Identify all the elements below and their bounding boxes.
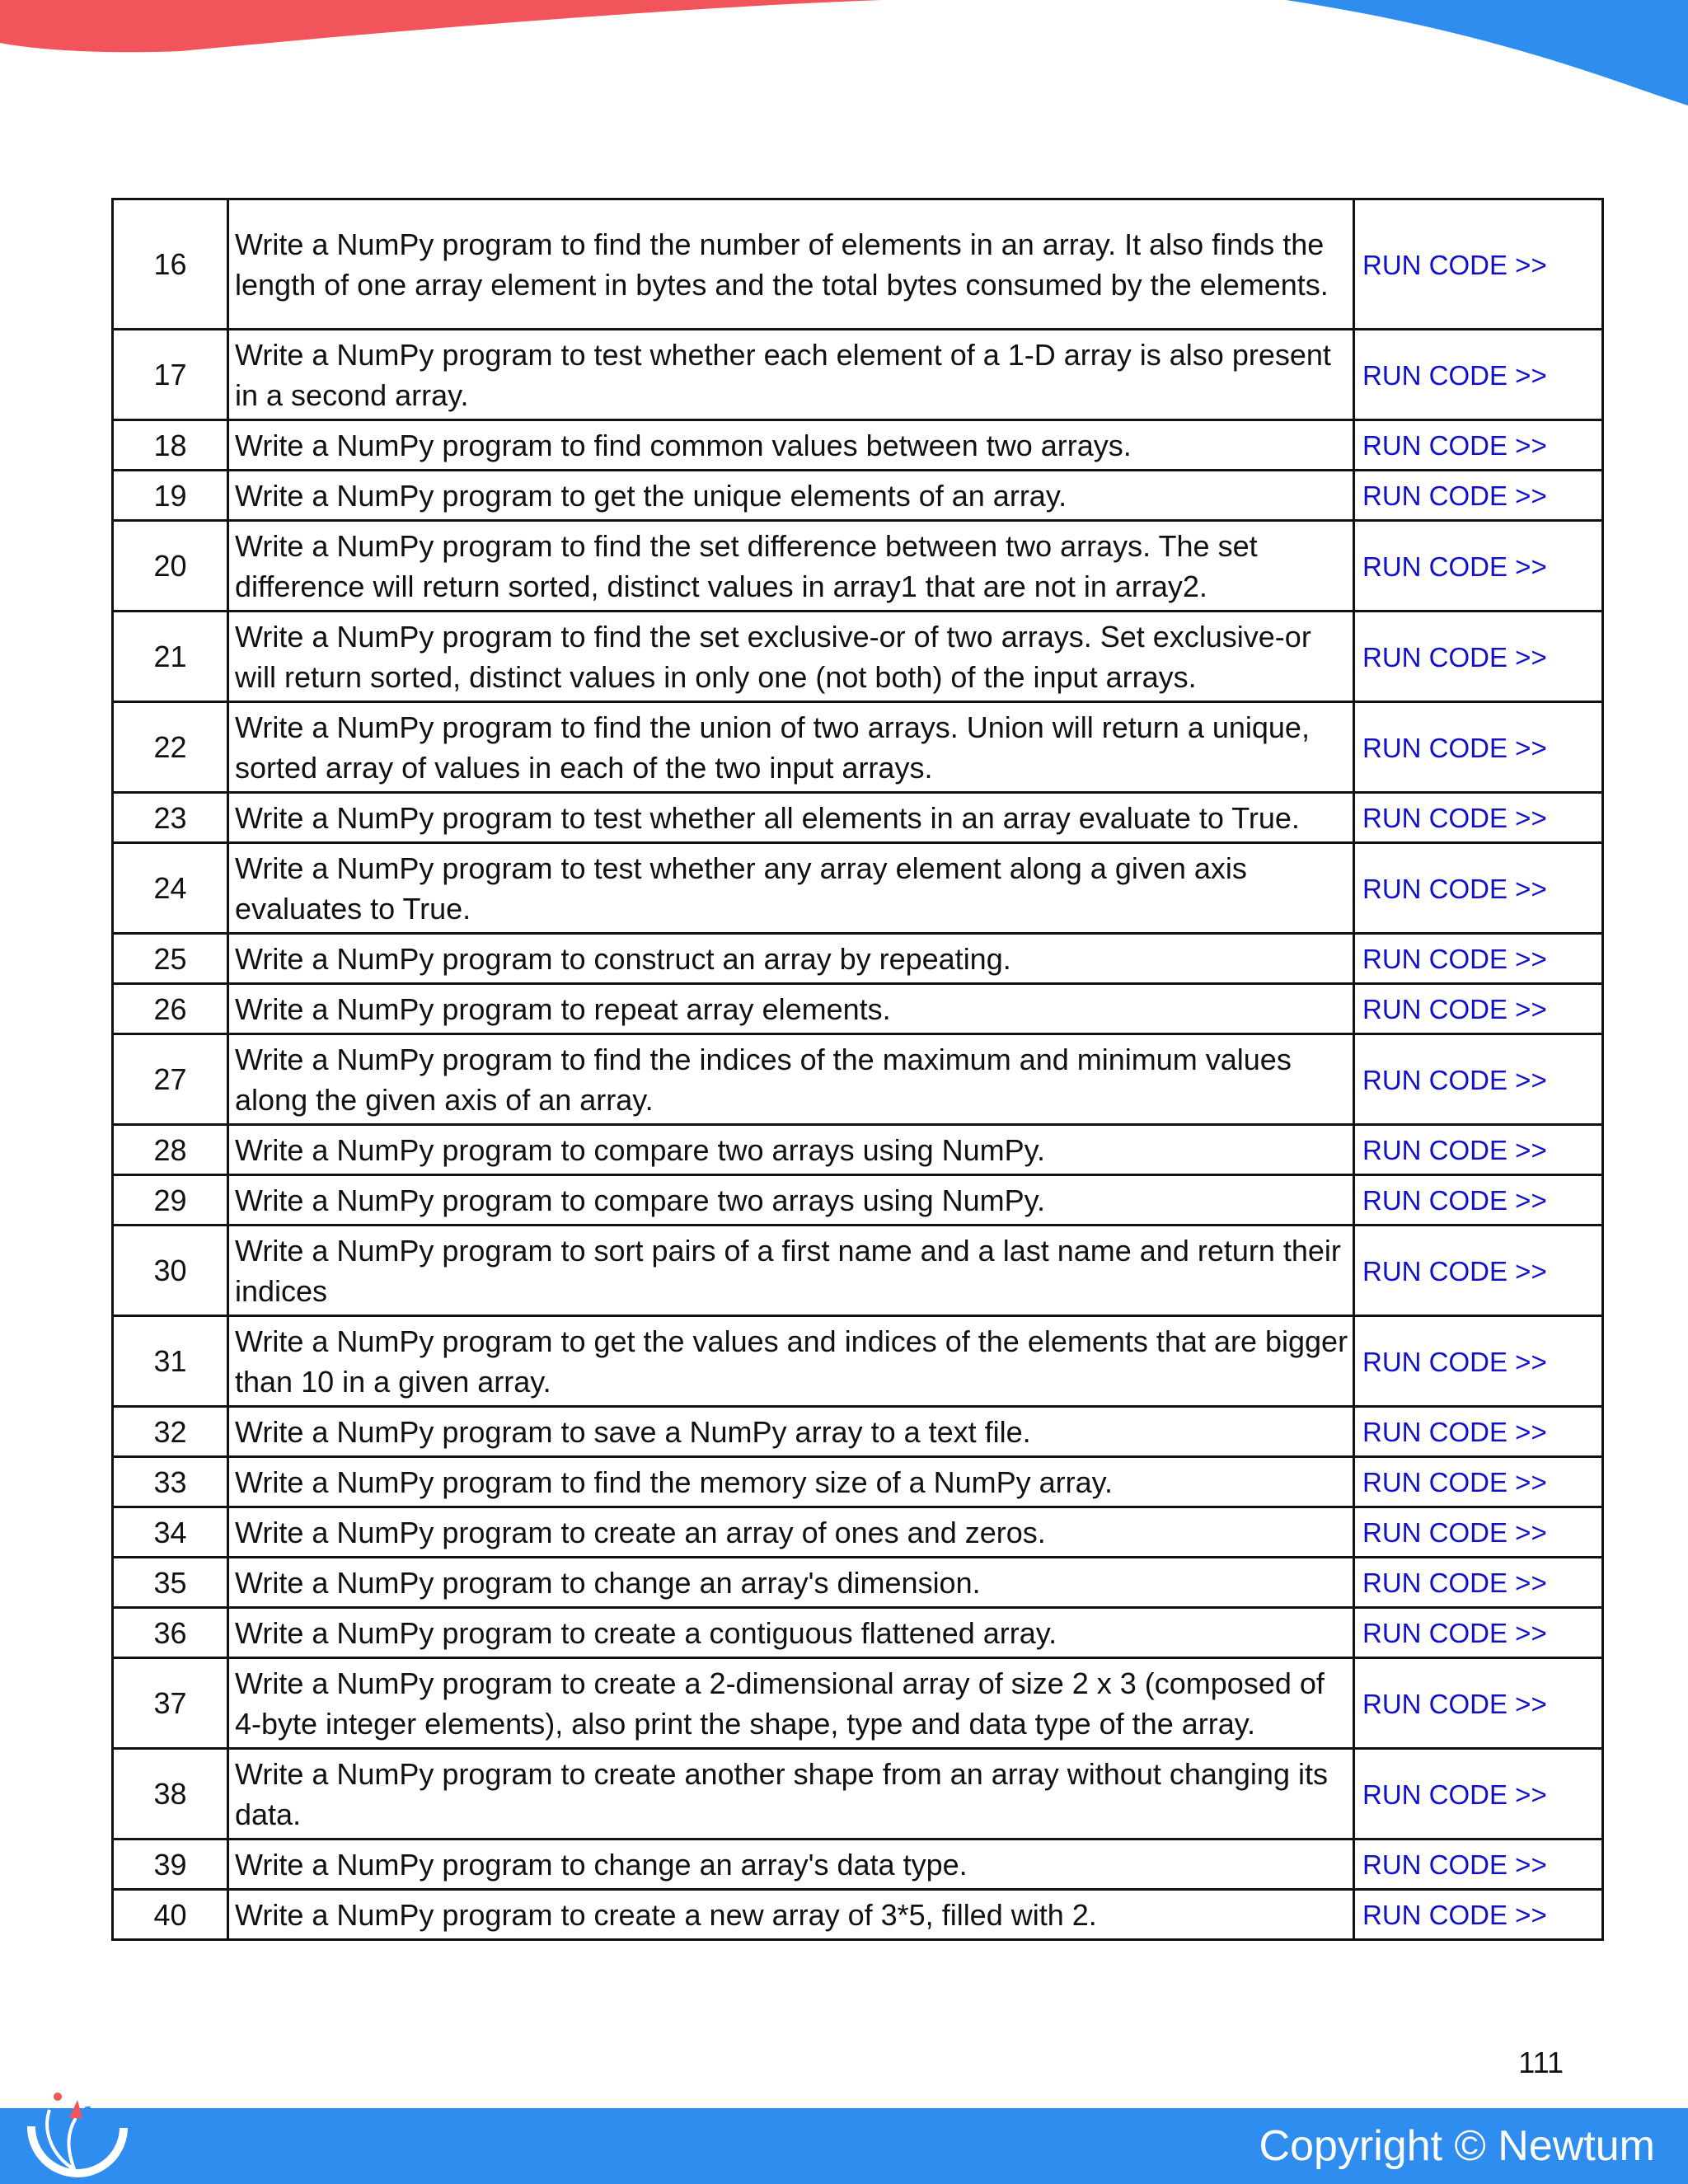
run-code-cell [1354, 612, 1603, 702]
run-code-link[interactable]: RUN CODE >> [1362, 1064, 1547, 1095]
run-code-link[interactable]: RUN CODE >> [1362, 1185, 1547, 1216]
run-code-link[interactable]: RUN CODE >> [1362, 1517, 1547, 1548]
exercise-number: 40 [113, 1890, 228, 1940]
table-row [113, 934, 1603, 984]
run-code-cell [1354, 843, 1603, 934]
table-row [113, 199, 1603, 330]
exercise-description: Write a NumPy program to create another shape from an array without changing its data. [228, 1749, 1354, 1840]
exercise-description: Write a NumPy program to change an array's dimension. [228, 1558, 1354, 1608]
run-code-cell [1354, 1226, 1603, 1316]
table-row [113, 330, 1603, 420]
run-code-link[interactable]: RUN CODE >> [1362, 1900, 1547, 1930]
page-number: 111 [1518, 2046, 1564, 2079]
exercise-number: 29 [113, 1175, 228, 1226]
run-code-link[interactable]: RUN CODE >> [1362, 551, 1547, 582]
run-code-cell [1354, 1125, 1603, 1175]
table-row [113, 1175, 1603, 1226]
run-code-cell [1354, 1608, 1603, 1658]
exercise-number: 36 [113, 1608, 228, 1658]
exercise-description: Write a NumPy program to find the indices of the maximum and minimum values along the given axis of an array. [228, 1034, 1354, 1125]
run-code-cell [1354, 1407, 1603, 1457]
exercise-number: 22 [113, 702, 228, 793]
run-code-link[interactable]: RUN CODE >> [1362, 1255, 1547, 1286]
run-code-link[interactable]: RUN CODE >> [1362, 1779, 1547, 1810]
table-row [113, 1840, 1603, 1890]
run-code-cell [1354, 199, 1603, 330]
run-code-link[interactable]: RUN CODE >> [1362, 641, 1547, 673]
newtum-logo-icon [8, 2077, 132, 2184]
table-row [113, 793, 1603, 843]
exercise-table [111, 198, 1604, 1941]
exercise-number: 18 [113, 420, 228, 471]
table-row [113, 1407, 1603, 1457]
exercise-description: Write a NumPy program to create a new array of 3*5, filled with 2. [228, 1890, 1354, 1940]
run-code-cell [1354, 1316, 1603, 1407]
top-red-wave [0, 0, 882, 52]
table-row [113, 1749, 1603, 1840]
table-row [113, 984, 1603, 1034]
table-row [113, 843, 1603, 934]
run-code-link[interactable]: RUN CODE >> [1362, 1467, 1547, 1497]
exercise-number: 38 [113, 1749, 228, 1840]
exercise-number: 39 [113, 1840, 228, 1890]
exercise-description: Write a NumPy program to test whether all elements in an array evaluate to True. [228, 793, 1354, 843]
exercise-description: Write a NumPy program to create a contiguous flattened array. [228, 1608, 1354, 1658]
run-code-link[interactable]: RUN CODE >> [1362, 944, 1547, 974]
run-code-cell [1354, 1658, 1603, 1749]
run-code-link[interactable]: RUN CODE >> [1362, 803, 1547, 833]
table-row [113, 521, 1603, 612]
run-code-cell [1354, 1890, 1603, 1940]
run-code-link[interactable]: RUN CODE >> [1362, 873, 1547, 904]
table-row [113, 1558, 1603, 1608]
exercise-description: Write a NumPy program to test whether each element of a 1-D array is also present in a second array. [228, 330, 1354, 420]
run-code-cell [1354, 1558, 1603, 1608]
exercise-number: 24 [113, 843, 228, 934]
run-code-link[interactable]: RUN CODE >> [1362, 249, 1547, 280]
exercise-description: Write a NumPy program to change an array's data type. [228, 1840, 1354, 1890]
run-code-link[interactable]: RUN CODE >> [1362, 1849, 1547, 1880]
exercise-description: Write a NumPy program to repeat array elements. [228, 984, 1354, 1034]
exercise-description: Write a NumPy program to find the set exclusive-or of two arrays. Set exclusive-or will return sorted, distinct values in only one (not both) of the input arrays. [228, 612, 1354, 702]
exercise-description: Write a NumPy program to create an array of ones and zeros. [228, 1507, 1354, 1558]
exercise-description: Write a NumPy program to create a 2-dimensional array of size 2 x 3 (composed of 4-byte integer elements), also print the shape, type and data type of the array. [228, 1658, 1354, 1749]
run-code-cell [1354, 1507, 1603, 1558]
table-body [113, 199, 1603, 1940]
exercise-number: 35 [113, 1558, 228, 1608]
exercise-number: 27 [113, 1034, 228, 1125]
run-code-cell [1354, 1175, 1603, 1226]
table-row [113, 1226, 1603, 1316]
exercise-description: Write a NumPy program to find common values between two arrays. [228, 420, 1354, 471]
exercise-number: 32 [113, 1407, 228, 1457]
run-code-cell [1354, 330, 1603, 420]
table-row [113, 1034, 1603, 1125]
exercise-description: Write a NumPy program to sort pairs of a first name and a last name and return their indices [228, 1226, 1354, 1316]
run-code-cell [1354, 1749, 1603, 1840]
exercise-description: Write a NumPy program to find the set difference between two arrays. The set difference will return sorted, distinct values in array1 that are not in array2. [228, 521, 1354, 612]
exercise-number: 28 [113, 1125, 228, 1175]
exercise-description: Write a NumPy program to compare two arrays using NumPy. [228, 1175, 1354, 1226]
table-row [113, 1608, 1603, 1658]
run-code-link[interactable]: RUN CODE >> [1362, 430, 1547, 461]
table-row [113, 702, 1603, 793]
exercise-description: Write a NumPy program to save a NumPy array to a text file. [228, 1407, 1354, 1457]
exercise-number: 26 [113, 984, 228, 1034]
exercise-number: 37 [113, 1658, 228, 1749]
run-code-link[interactable]: RUN CODE >> [1362, 1618, 1547, 1648]
run-code-cell [1354, 984, 1603, 1034]
run-code-link[interactable]: RUN CODE >> [1362, 1346, 1547, 1377]
exercise-number: 21 [113, 612, 228, 702]
exercise-description: Write a NumPy program to find the union of two arrays. Union will return a unique, sorted array of values in each of the two input arrays. [228, 702, 1354, 793]
exercise-number: 20 [113, 521, 228, 612]
run-code-link[interactable]: RUN CODE >> [1362, 1688, 1547, 1719]
table-row [113, 1316, 1603, 1407]
exercise-description: Write a NumPy program to find the memory size of a NumPy array. [228, 1457, 1354, 1507]
run-code-link[interactable]: RUN CODE >> [1362, 1135, 1547, 1165]
table-row [113, 420, 1603, 471]
table-row [113, 1125, 1603, 1175]
run-code-link[interactable]: RUN CODE >> [1362, 1417, 1547, 1447]
table-row [113, 1658, 1603, 1749]
run-code-link[interactable]: RUN CODE >> [1362, 1568, 1547, 1598]
copyright-text: Copyright © Newtum [1259, 2122, 1655, 2170]
exercise-number: 16 [113, 199, 228, 330]
run-code-cell [1354, 521, 1603, 612]
exercise-number: 31 [113, 1316, 228, 1407]
run-code-cell [1354, 471, 1603, 521]
exercise-number: 30 [113, 1226, 228, 1316]
run-code-link[interactable]: RUN CODE >> [1362, 994, 1547, 1024]
table-row [113, 1890, 1603, 1940]
run-code-cell [1354, 934, 1603, 984]
exercise-number: 33 [113, 1457, 228, 1507]
table-row [113, 1457, 1603, 1507]
table-row [113, 612, 1603, 702]
run-code-cell [1354, 793, 1603, 843]
run-code-cell [1354, 1457, 1603, 1507]
exercise-number: 19 [113, 471, 228, 521]
run-code-link[interactable]: RUN CODE >> [1362, 359, 1547, 391]
run-code-cell [1354, 702, 1603, 793]
run-code-link[interactable]: RUN CODE >> [1362, 480, 1547, 511]
exercise-number: 23 [113, 793, 228, 843]
exercise-description: Write a NumPy program to get the unique elements of an array. [228, 471, 1354, 521]
run-code-cell [1354, 420, 1603, 471]
exercise-description: Write a NumPy program to find the number of elements in an array. It also finds the length of one array element in bytes and the total bytes consumed by the elements. [228, 199, 1354, 330]
exercise-description: Write a NumPy program to test whether any array element along a given axis evaluates to True. [228, 843, 1354, 934]
run-code-link[interactable]: RUN CODE >> [1362, 732, 1547, 763]
table-row [113, 471, 1603, 521]
exercise-description: Write a NumPy program to get the values and indices of the elements that are bigger than 10 in a given array. [228, 1316, 1354, 1407]
exercise-number: 34 [113, 1507, 228, 1558]
run-code-cell [1354, 1840, 1603, 1890]
exercise-description: Write a NumPy program to compare two arrays using NumPy. [228, 1125, 1354, 1175]
top-blue-wave [1286, 0, 1688, 105]
table-row [113, 1507, 1603, 1558]
exercise-description: Write a NumPy program to construct an array by repeating. [228, 934, 1354, 984]
top-decoration [0, 0, 1688, 115]
run-code-cell [1354, 1034, 1603, 1125]
exercise-number: 25 [113, 934, 228, 984]
exercise-number: 17 [113, 330, 228, 420]
